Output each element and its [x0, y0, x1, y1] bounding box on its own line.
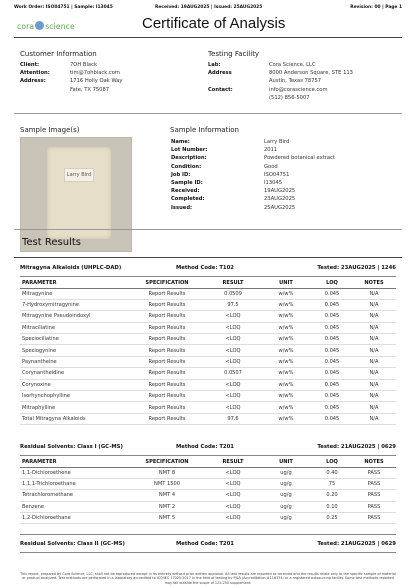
table-row [20, 513, 396, 524]
table-cell: 0.045 [312, 345, 352, 356]
column-header: RESULT [206, 278, 260, 288]
table-cell: N/A [352, 311, 396, 322]
test-results-title: Test Results [22, 237, 81, 248]
sample-row [171, 163, 335, 171]
table-cell: N/A [352, 368, 396, 379]
table-cell: 0.045 [312, 413, 352, 424]
customer-row [20, 61, 123, 69]
panel-divider [20, 455, 396, 456]
table-cell: Speciociliatine [20, 334, 128, 345]
column-header: PARAMETER [20, 457, 128, 467]
panel-method: Method Code: T201 [176, 444, 234, 450]
table-cell: 7-Hydroxymitragynine [20, 299, 128, 310]
column-header: UNIT [260, 278, 312, 288]
table-cell: Mitragynine [20, 288, 128, 299]
panel-method: Method Code: T201 [176, 541, 234, 547]
table-cell: Report Results [128, 413, 206, 424]
table-row [20, 311, 396, 322]
cora-science-logo [17, 19, 75, 34]
row-value: 2011 [264, 147, 278, 154]
table-row [20, 299, 396, 310]
table-cell: Report Results [128, 299, 206, 310]
table-cell: 0.045 [312, 402, 352, 413]
table-cell: 0.0507 [206, 368, 260, 379]
table-cell: Corynoxine [20, 379, 128, 390]
table-row [20, 322, 396, 333]
table-cell: N/A [352, 345, 396, 356]
table-cell: <LOQ [206, 402, 260, 413]
row-value: 19AUG2025 [264, 188, 296, 195]
sample-row [171, 146, 335, 154]
row-value: I13045 [264, 180, 283, 187]
row-value: Good [264, 163, 278, 170]
table-row [20, 467, 396, 478]
table-cell: 1,2-Dichloroethane [20, 513, 128, 524]
contact-email-link[interactable]: info@corascience.com [269, 86, 328, 93]
panel-name: Residual Solvents: Class I (GC-MS) [20, 444, 123, 450]
panel-divider [20, 534, 396, 535]
table-cell: Corynantheidine [20, 368, 128, 379]
row-label: Sample ID: [171, 180, 203, 187]
row-value: 1716 Holly Oak Way [70, 78, 123, 85]
table-cell: <LOQ [206, 513, 260, 524]
row-label: Job ID: [171, 171, 191, 178]
table-cell: 75 [312, 478, 352, 489]
row-label: Contact: [208, 86, 233, 93]
table-cell: w/w% [260, 391, 312, 402]
row-value: ISO04751 [264, 171, 290, 178]
table-cell: N/A [352, 391, 396, 402]
row-value: Cora Science, LLC [269, 62, 316, 68]
table-cell: 0.20 [312, 490, 352, 501]
facility-row [208, 77, 353, 85]
table-row [20, 490, 396, 501]
table-cell: Mitraciliatine [20, 322, 128, 333]
table-cell: N/A [352, 402, 396, 413]
table-cell: 0.045 [312, 311, 352, 322]
panel-name: Residual Solvents: Class II (GC-MS) [20, 541, 125, 547]
table-cell: 0.25 [312, 513, 352, 524]
facility-row [208, 69, 353, 77]
panel-divider [20, 552, 396, 553]
row-label: Issued: [171, 204, 193, 211]
table-cell: Isorhynchophylline [20, 391, 128, 402]
column-header: SPECIFICATION [128, 457, 206, 467]
table-cell: Report Results [128, 345, 206, 356]
row-label: Condition: [171, 163, 202, 170]
table-row [20, 478, 396, 489]
sample-info [171, 138, 335, 212]
table-cell: Speciogynine [20, 345, 128, 356]
table-cell: <LOQ [206, 356, 260, 367]
table-row [20, 501, 396, 512]
sample-row [171, 154, 335, 162]
table-cell: <LOQ [206, 478, 260, 489]
row-value: Powdered botanical extract [264, 155, 335, 162]
table-cell: w/w% [260, 334, 312, 345]
table-cell: 0.045 [312, 391, 352, 402]
table-cell: PASS [352, 467, 396, 478]
table-header-row [20, 457, 396, 467]
results-divider [14, 257, 402, 258]
table-cell: w/w% [260, 368, 312, 379]
facility-row [208, 94, 353, 102]
alkaloids-panel-header [20, 264, 396, 274]
column-header: NOTES [352, 278, 396, 288]
row-value: tim@7ohblack.com [70, 70, 120, 77]
table-cell: N/A [352, 322, 396, 333]
images-heading: Sample Image(s) [20, 126, 80, 134]
table-cell: <LOQ [206, 379, 260, 390]
table-cell: ug/g [260, 490, 312, 501]
column-header: NOTES [352, 457, 396, 467]
logo-globe-icon [35, 21, 44, 30]
table-cell: N/A [352, 356, 396, 367]
sample-heading: Sample Information [170, 126, 239, 134]
table-cell: w/w% [260, 345, 312, 356]
sample-row [171, 138, 335, 146]
column-header: SPECIFICATION [128, 278, 206, 288]
table-cell: <LOQ [206, 467, 260, 478]
table-cell: Report Results [128, 322, 206, 333]
logo-text-suffix: science [45, 22, 75, 31]
row-label: Client: [20, 62, 40, 68]
column-header: LOQ [312, 278, 352, 288]
table-cell: <LOQ [206, 345, 260, 356]
facility-row [208, 86, 353, 94]
customer-info [20, 61, 123, 94]
table-cell: <LOQ [206, 501, 260, 512]
table-cell: w/w% [260, 311, 312, 322]
table-cell: Report Results [128, 356, 206, 367]
panel-name: Mitragyna Alkaloids (UHPLC-DAD) [20, 265, 122, 271]
table-cell: <LOQ [206, 490, 260, 501]
panel-tested: Tested: 21AUG2025 | 0629 [317, 444, 396, 450]
table-cell: Mitragynine Pseudoindoxyl [20, 311, 128, 322]
section-divider [14, 229, 402, 230]
section-divider [14, 113, 402, 114]
table-row [20, 379, 396, 390]
solvents1-table [20, 457, 396, 524]
row-label: Lab: [208, 62, 221, 68]
row-label: Attention: [20, 70, 50, 77]
column-header: PARAMETER [20, 278, 128, 288]
row-label: Address [208, 70, 232, 77]
customer-row [20, 77, 123, 85]
sample-row [171, 187, 335, 195]
table-cell: 1,1,1-Trichloroethane [20, 478, 128, 489]
logo-text-prefix: cora [17, 22, 35, 31]
row-value: Austin, Texas 78757 [269, 78, 322, 85]
row-label: Received: [171, 188, 200, 195]
table-cell: w/w% [260, 288, 312, 299]
row-value: 23AUG2025 [264, 196, 296, 203]
table-cell: ug/g [260, 513, 312, 524]
sample-bag-image [47, 147, 111, 239]
row-value: 7OH Black [70, 62, 97, 68]
table-cell: 0.045 [312, 379, 352, 390]
table-cell: 1,1-Dichloroethene [20, 467, 128, 478]
table-cell: N/A [352, 288, 396, 299]
panel-tested: Tested: 21AUG2025 | 0629 [317, 541, 396, 547]
row-value: Larry Bird [264, 139, 290, 145]
table-cell: Report Results [128, 368, 206, 379]
table-row [20, 413, 396, 424]
facility-info [208, 61, 353, 102]
table-cell: <LOQ [206, 391, 260, 402]
work-order-text: Work Order: ISO04751 | Sample: I13045 [14, 5, 113, 10]
row-value: Fate, TX 75087 [70, 86, 110, 93]
table-row [20, 345, 396, 356]
table-cell: 0.045 [312, 288, 352, 299]
table-cell: w/w% [260, 299, 312, 310]
page-title: Certificate of Analysis [142, 15, 286, 32]
column-header: LOQ [312, 457, 352, 467]
table-cell: Report Results [128, 288, 206, 299]
table-cell: Mitraphylline [20, 402, 128, 413]
solvents1-panel-header [20, 443, 396, 453]
row-value: (512) 856-5007 [269, 94, 310, 101]
table-cell: <LOQ [206, 311, 260, 322]
panel-tested: Tested: 23AUG2025 | 1246 [317, 265, 396, 271]
customer-row [20, 86, 123, 94]
table-cell: 0.045 [312, 368, 352, 379]
sample-row [171, 179, 335, 187]
table-cell: 97.5 [206, 299, 260, 310]
table-cell: 0.045 [312, 334, 352, 345]
row-label [208, 94, 269, 102]
row-value: 25AUG2025 [264, 204, 296, 211]
column-header: RESULT [206, 457, 260, 467]
table-cell: Report Results [128, 311, 206, 322]
table-row [20, 334, 396, 345]
table-cell: NMT 2 [128, 501, 206, 512]
row-label: Description: [171, 155, 207, 162]
table-cell: Report Results [128, 402, 206, 413]
table-cell: N/A [352, 413, 396, 424]
row-label: Address: [20, 78, 46, 85]
sample-row [171, 171, 335, 179]
table-cell: Report Results [128, 379, 206, 390]
row-label: Completed: [171, 196, 205, 203]
table-cell: 0.0509 [206, 288, 260, 299]
disclaimer-footer: This report, prepared by Cora Science, LLC, shall not be reproduced except in its entirety without prior written approval. All test results are reported as received and the results relate only to the specific sample of material or product analyzed. Test methods are performed in a laboratory accredited to ISO/IEC 17025:2017 in the field of testing by PJLA (Accreditation #116374) or a registered outsourcing facility. Some test methods reported may fall outside the scope of 122-250 supplement. [20, 572, 396, 585]
table-cell: Benzene [20, 501, 128, 512]
row-value: 8000 Anderson Square, STE 113 [269, 70, 353, 77]
sample-row [171, 195, 335, 203]
panel-divider [20, 276, 396, 277]
table-cell: Total Mitragyna Alkaloids [20, 413, 128, 424]
table-cell: ug/g [260, 467, 312, 478]
table-row [20, 356, 396, 367]
table-cell: Tetrachloromethane [20, 490, 128, 501]
table-row [20, 288, 396, 299]
table-cell: PASS [352, 513, 396, 524]
row-label [208, 77, 269, 85]
table-cell: 0.045 [312, 356, 352, 367]
table-cell: PASS [352, 490, 396, 501]
column-header: UNIT [260, 457, 312, 467]
table-cell: <LOQ [206, 334, 260, 345]
alkaloids-table [20, 278, 396, 425]
table-cell: 0.045 [312, 322, 352, 333]
table-row [20, 368, 396, 379]
panel-method: Method Code: T102 [176, 265, 234, 271]
header-divider [14, 37, 402, 38]
row-label [20, 86, 70, 94]
table-cell: PASS [352, 501, 396, 512]
table-cell: w/w% [260, 402, 312, 413]
table-cell: Paynantheine [20, 356, 128, 367]
customer-heading: Customer Information [20, 50, 97, 58]
row-label: Lot Number: [171, 147, 208, 154]
table-cell: NMT 5 [128, 513, 206, 524]
table-cell: N/A [352, 299, 396, 310]
table-cell: 0.40 [312, 467, 352, 478]
solvents2-panel-header [20, 540, 396, 550]
sample-row [171, 204, 335, 212]
table-cell: NMT 1500 [128, 478, 206, 489]
customer-row [20, 69, 123, 77]
table-cell: w/w% [260, 322, 312, 333]
row-label: Name: [171, 139, 190, 145]
table-cell: w/w% [260, 356, 312, 367]
table-cell: ug/g [260, 478, 312, 489]
table-cell: N/A [352, 334, 396, 345]
table-row [20, 391, 396, 402]
table-cell: Report Results [128, 391, 206, 402]
sample-bag-label: Larry Bird [64, 168, 94, 182]
table-cell: NMT 8 [128, 467, 206, 478]
received-issued-text: Received: 19AUG2025 | Issued: 25AUG2025 [155, 5, 263, 10]
table-header-row [20, 278, 396, 288]
sample-photo [20, 137, 132, 252]
table-cell: w/w% [260, 413, 312, 424]
table-cell: PASS [352, 478, 396, 489]
facility-heading: Testing Facility [208, 50, 260, 58]
revision-page-text: Revision: 00 | Page 1 [350, 5, 402, 10]
table-cell: NMT 4 [128, 490, 206, 501]
table-cell: 0.045 [312, 299, 352, 310]
table-cell: 97.6 [206, 413, 260, 424]
table-cell: w/w% [260, 379, 312, 390]
table-cell: Report Results [128, 334, 206, 345]
table-cell: <LOQ [206, 322, 260, 333]
table-cell: 0.10 [312, 501, 352, 512]
table-cell: ug/g [260, 501, 312, 512]
report-meta-bar [0, 0, 416, 15]
table-row [20, 402, 396, 413]
table-cell: N/A [352, 379, 396, 390]
facility-row [208, 61, 353, 69]
